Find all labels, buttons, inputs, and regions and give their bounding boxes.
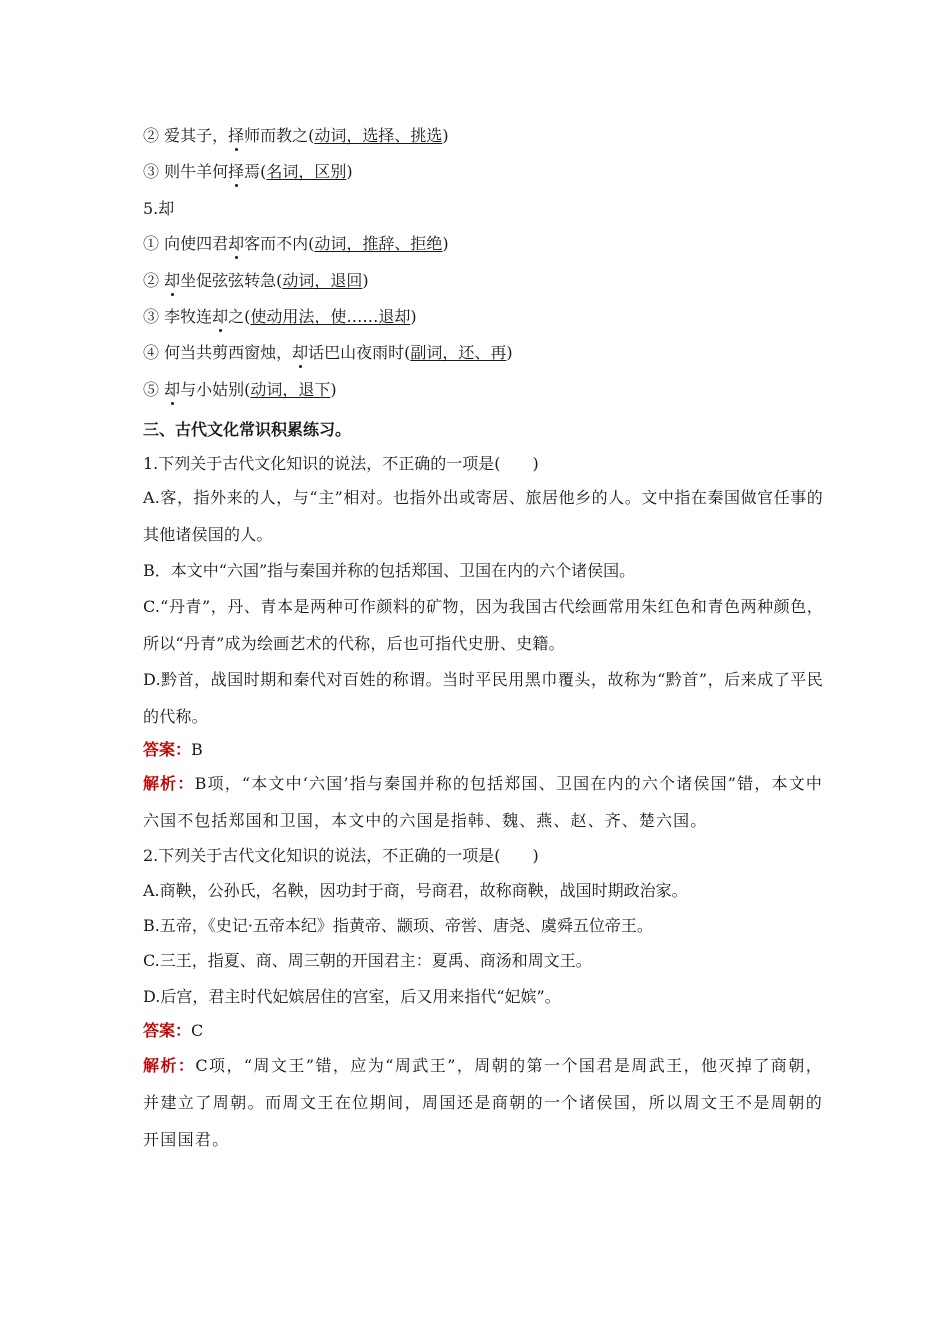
- item-sentence: 与小姑别(: [180, 380, 251, 399]
- analysis-text: B项，“本文中‘六国’指与秦国并称的包括郑国、卫国在内的六个诸侯国”错，本文中六国不包括郑国和卫国，本文中的六国是指韩、魏、燕、赵、齐、楚六国。: [143, 774, 823, 830]
- question-2-answer: [143, 1020, 823, 1042]
- question-1-option-d: D.黔首，战国时期和秦代对百姓的称谓。当时平民用黑巾覆头，故称为“黔首”，后来成了平民的代称。: [143, 670, 823, 726]
- heading-que: 5.却: [143, 199, 175, 218]
- dotted-char: 却: [212, 307, 229, 326]
- item-sentence: 师而教之(: [244, 126, 315, 145]
- item-prefix: ① 向使四君: [143, 234, 229, 253]
- item-que-4: [143, 342, 823, 364]
- item-prefix: ⑤: [143, 380, 165, 399]
- item-explanation: 名词，区别: [266, 162, 347, 181]
- dotted-char: 择: [228, 126, 245, 145]
- item-prefix: ③ 则牛羊何: [143, 162, 229, 181]
- item-sentence: 话巴山夜雨时(: [308, 343, 411, 362]
- question-2-option-a: A.商鞅，公孙氏，名鞅，因功封于商，号商君，故称商鞅，战国时期政治家。: [143, 881, 688, 900]
- analysis-text: C项，“周文王”错，应为“周武王”，周朝的第一个国君是周武王，他灭掉了商朝，并建立了周朝。而周文王在位期间，周国还是商朝的一个诸侯国，所以周文王不是周朝的开国国君。: [143, 1056, 823, 1149]
- question-1-analysis: [143, 765, 823, 839]
- item-explanation: 动词，选择、挑选: [314, 126, 443, 145]
- dotted-char: 却: [164, 271, 181, 290]
- section-title: 三、古代文化常识积累练习。: [143, 420, 352, 439]
- answer-value: B: [191, 740, 203, 759]
- item-que-2: [143, 270, 823, 292]
- item-sentence: 焉(: [244, 162, 267, 181]
- item-prefix: ③ 李牧连: [143, 307, 213, 326]
- question-2-option-d: D.后宫，君主时代妃嫔居住的宫室，后又用来指代“妃嫔”。: [143, 987, 561, 1006]
- item-close: ): [442, 126, 449, 145]
- dotted-char: 却: [292, 343, 309, 362]
- item-close: ): [410, 307, 417, 326]
- dotted-char: 却: [164, 380, 181, 399]
- item-explanation: 副词，还、再: [410, 343, 507, 362]
- item-explanation: 动词，推辞、拒绝: [314, 234, 443, 253]
- item-prefix: ②: [143, 271, 165, 290]
- item-close: ): [330, 380, 337, 399]
- question-2-option-c: C.三王，指夏、商、周三朝的开国君主：夏禹、商汤和周文王。: [143, 951, 592, 970]
- item-explanation: 使动用法，使……退却: [250, 307, 411, 326]
- question-1-answer: [143, 739, 823, 761]
- question-2-stem: 2.下列关于古代文化知识的说法，不正确的一项是( ): [143, 846, 539, 865]
- question-1-option-c: C.“丹青”，丹、青本是两种可作颜料的矿物，因为我国古代绘画常用朱红色和青色两种颜色，所以“丹青”成为绘画艺术的代称，后也可指代史册、史籍。: [143, 597, 823, 653]
- item-que-1: [143, 233, 823, 255]
- item-sentence: 客而不内(: [244, 234, 315, 253]
- item-prefix: ④ 何当共剪西窗烛，: [143, 343, 293, 362]
- answer-label: 答案：: [143, 740, 192, 759]
- item-close: ): [506, 343, 513, 362]
- item-close: ): [346, 162, 353, 181]
- question-1-option-a: A.客，指外来的人，与“主”相对。也指外出或寄居、旅居他乡的人。文中指在秦国做官任事的其他诸侯国的人。: [143, 488, 823, 544]
- analysis-label: 解析：: [143, 1056, 196, 1075]
- dotted-char: 却: [228, 234, 245, 253]
- question-2-analysis: [143, 1047, 823, 1158]
- item-close: ): [362, 271, 369, 290]
- answer-value: C: [191, 1021, 204, 1040]
- item-prefix: ② 爱其子，: [143, 126, 229, 145]
- item-sentence: 之(: [228, 307, 251, 326]
- dotted-char: 择: [228, 162, 245, 181]
- item-que-5: [143, 379, 823, 401]
- item-ze-2: [143, 125, 823, 147]
- question-1-option-b: B．本文中“六国”指与秦国并称的包括郑国、卫国在内的六个诸侯国。: [143, 561, 636, 580]
- item-explanation: 动词，退下: [250, 380, 331, 399]
- item-close: ): [442, 234, 449, 253]
- question-1-stem: 1.下列关于古代文化知识的说法，不正确的一项是( ): [143, 454, 539, 473]
- item-ze-3: [143, 161, 823, 183]
- item-que-3: [143, 306, 823, 328]
- item-explanation: 动词，退回: [282, 271, 363, 290]
- answer-label: 答案：: [143, 1021, 192, 1040]
- analysis-label: 解析：: [143, 774, 195, 793]
- item-sentence: 坐促弦弦转急(: [180, 271, 283, 290]
- question-2-option-b: B.五帝，《史记·五帝本纪》指黄帝、颛顼、帝喾、唐尧、虞舜五位帝王。: [143, 916, 653, 935]
